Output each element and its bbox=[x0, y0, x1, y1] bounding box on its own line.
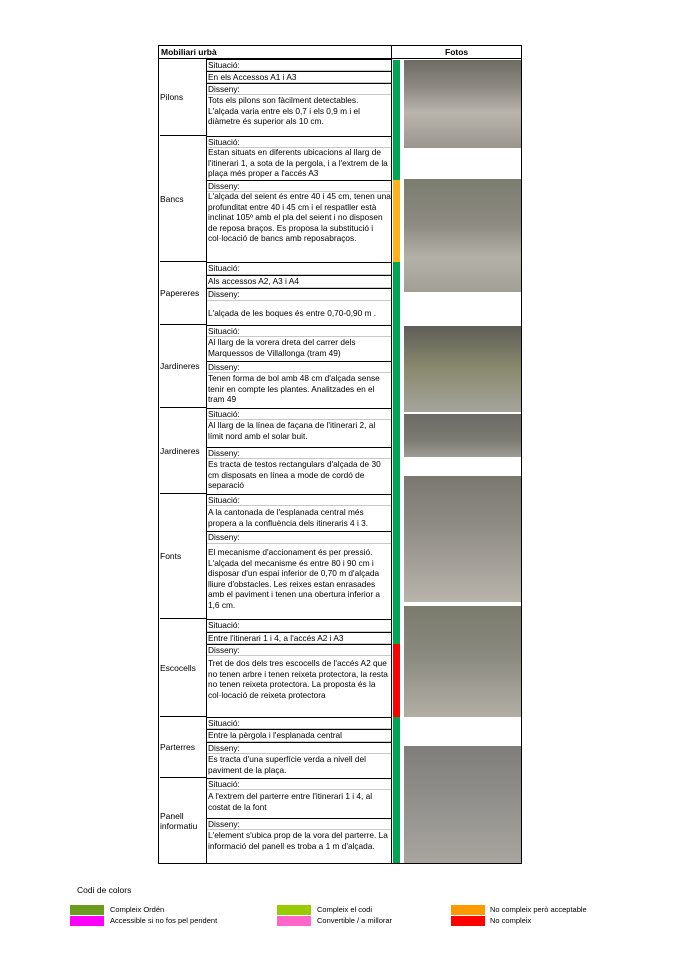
photo-planter-row bbox=[404, 414, 521, 457]
photo-planter-bowl bbox=[404, 326, 521, 412]
row-category: Panell informatiu bbox=[160, 810, 198, 831]
legend-swatch bbox=[277, 905, 311, 915]
situacio-text: A la cantonada de l'esplanada central més propera a la confluència dels itineraris 4 i 3. bbox=[208, 507, 369, 528]
row-category: Pilons bbox=[160, 59, 206, 136]
legend-swatch bbox=[70, 916, 104, 926]
legend-label: Compleix Ordén bbox=[110, 905, 165, 914]
legend-label: No compleix bbox=[490, 916, 532, 925]
status-bar bbox=[393, 180, 400, 262]
legend-swatch bbox=[70, 905, 104, 915]
status-bar bbox=[393, 494, 400, 619]
disseny-label: Disseny: bbox=[207, 818, 391, 830]
legend-swatch bbox=[451, 905, 485, 915]
disseny-label: Disseny: bbox=[207, 531, 391, 544]
legend-title: Codi de colors bbox=[77, 885, 132, 895]
status-bar bbox=[393, 136, 400, 180]
row-category: Fonts bbox=[160, 494, 206, 619]
row-category: Bancs bbox=[160, 136, 206, 262]
row-category: Jardineres bbox=[160, 325, 206, 408]
row-category: Jardineres bbox=[160, 408, 206, 494]
status-bar bbox=[393, 408, 400, 494]
situacio-text: Als accessos A2, A3 i A4 bbox=[207, 275, 391, 288]
disseny-label: Disseny: bbox=[207, 447, 391, 459]
color-legend bbox=[70, 885, 630, 945]
status-bar bbox=[393, 262, 400, 325]
photo-info-panel bbox=[404, 746, 521, 863]
disseny-label: Disseny: bbox=[207, 742, 391, 754]
legend-label: No compleix però acceptable bbox=[490, 905, 587, 914]
status-bar bbox=[393, 325, 400, 408]
disseny-text: El mecanisme d'accionament és per pressió. L'alçada del mecanisme és entre 80 i 90 cm i disposar d'un espai inferior de 0,70 m d'alçada lliure d'obstacles. Les reixes estan enrasades amb el paviment i tenen una obertura inferior a 1,6 cm. bbox=[208, 547, 381, 610]
legend-swatch bbox=[277, 916, 311, 926]
disseny-label: Disseny: bbox=[207, 180, 391, 192]
status-bar bbox=[393, 60, 400, 136]
situacio-text: Estan situats en diferents ubicacions al llarg de l'itinerari 1, a sota de la pergola, i a l'extrem de la plaça més proper a l'accés A3 bbox=[208, 147, 388, 179]
row-category: Escocells bbox=[160, 619, 206, 717]
situacio-label: Situació: bbox=[207, 778, 391, 790]
table-header bbox=[159, 46, 521, 59]
photo-bench bbox=[404, 179, 521, 292]
situacio-text: Al llarg de la línea de façana de l'itinerari 2, al límit nord amb el solar buit. bbox=[208, 420, 376, 441]
situacio-label: Situació: bbox=[207, 619, 391, 632]
legend-label: Convertible / a millorar bbox=[317, 916, 393, 925]
situacio-text: Entre l'itinerari 1 i 4, a l'accés A2 i A3 bbox=[207, 632, 391, 644]
header-photos: Fotos bbox=[445, 47, 469, 57]
photo-bollards bbox=[404, 60, 521, 148]
situacio-label: Situació: bbox=[207, 262, 391, 275]
status-bar bbox=[393, 778, 400, 863]
situacio-label: Situació: bbox=[207, 59, 391, 71]
disseny-text: L'alçada de les boques és entre 0,70-0,90 m . bbox=[208, 308, 377, 318]
legend-swatch bbox=[451, 916, 485, 926]
legend-label: Compleix el codi bbox=[317, 905, 373, 914]
status-bar bbox=[393, 619, 400, 644]
situacio-text: Al llarg de la vorera dreta del carrer dels Marquessos de Villallonga (tram 49) bbox=[208, 337, 356, 358]
situacio-label: Situació: bbox=[207, 494, 391, 506]
situacio-label: Situació: bbox=[207, 717, 391, 729]
photo-fountain bbox=[404, 476, 521, 602]
urban-furniture-table bbox=[158, 45, 522, 864]
situacio-text: Entre la pèrgola i l'esplanada central bbox=[207, 729, 391, 742]
photo-tree-pit bbox=[404, 606, 521, 717]
disseny-text: Es tracta d'una superfície verda a nivell del paviment de la plaça. bbox=[208, 754, 366, 775]
header-furniture: Mobiliari urbà bbox=[161, 47, 217, 57]
row-category: Papereres bbox=[160, 262, 206, 325]
situacio-text: A l'extrem del parterre entre l'itinerari 1 i 4, al costat de la font bbox=[208, 791, 373, 812]
status-bar bbox=[393, 644, 400, 717]
disseny-label: Disseny: bbox=[207, 361, 391, 373]
situacio-label: Situació: bbox=[207, 408, 391, 420]
disseny-text: Tenen forma de bol amb 48 cm d'alçada sense tenir en compte les plantes. Analitzades en el tram 49 bbox=[208, 373, 380, 405]
disseny-text: Tots els pilons son fàcilment detectables. L'alçada varia entre els 0,7 i els 0,9 m i el diàmetre és superior als 10 cm. bbox=[208, 95, 360, 127]
legend-label: Accessible si no fos pel pendent bbox=[110, 916, 218, 925]
disseny-text: Es tracta de testos rectangulars d'alçada de 30 cm disposats en línea a mode de cordó de separació bbox=[208, 459, 381, 491]
disseny-text: L'alçada del seient és entre 40 i 45 cm, tenen una profunditat entre 40 i 45 cm i el respatller està inclinat 105º amb el pla del seient i no disposen de reposa braços. Es proposa la substitució i col·locació de bancs amb reposabraços. bbox=[208, 191, 391, 244]
disseny-label: Disseny: bbox=[207, 288, 391, 301]
situacio-text: En els Accessos A1 i A3 bbox=[207, 71, 391, 83]
disseny-text: Tret de dos dels tres escocells de l'accés A2 que no tenen arbre i tenen reixeta protectora, la resta no tenen reixeta protectora. La proposta és la col·locació de reixeta protectora bbox=[208, 658, 388, 700]
column-divider bbox=[391, 46, 392, 863]
disseny-label: Disseny: bbox=[207, 644, 391, 656]
row-category: Parterres bbox=[160, 717, 206, 778]
situacio-label: Situació: bbox=[207, 136, 391, 148]
status-bar bbox=[393, 717, 400, 778]
situacio-label: Situació: bbox=[207, 325, 391, 337]
disseny-label: Disseny: bbox=[207, 83, 391, 95]
disseny-text: L'element s'ubica prop de la vora del parterre. La informació del panell es troba a 1 m d'alçada. bbox=[208, 830, 388, 851]
